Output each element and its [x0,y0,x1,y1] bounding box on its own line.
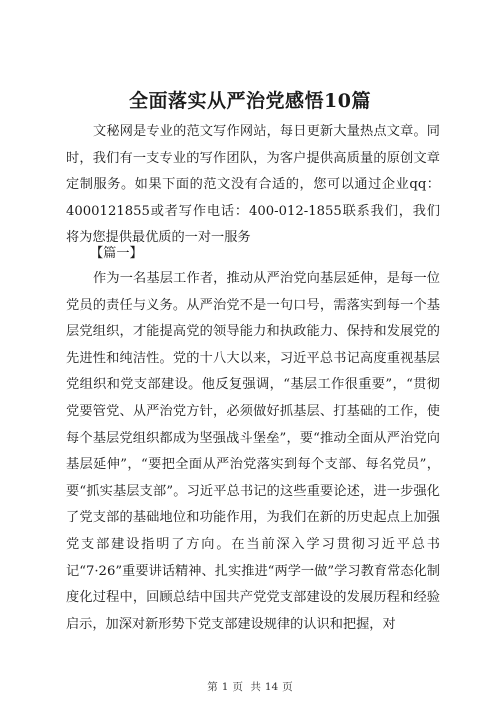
footer-page-prefix: 第 [207,681,218,693]
intro-paragraph: 文秘网是专业的范文写作网站，每日更新大量热点文章。同时，我们有一支专业的写作团队，为客户提供高质量的原创文章定制服务。如果下面的范文没有合适的，您可以通过企业qq：4000121855或者写作电话：400-012-1855联系我们，我们将为您提供最优质的一对一服务 [66,124,440,246]
footer-page-word: 页 [232,681,243,693]
footer-current-page: 1 [221,681,229,693]
page-title: 全面落实从严治党感悟10篇 [129,90,371,112]
section-label: 【篇一】 [90,246,143,261]
footer-total-prefix: 共 [250,681,261,693]
footer-total-suffix: 页 [282,681,293,693]
body-paragraph: 作为一名基层工作者，推动从严治党向基层延伸，是每一位党员的责任与义务。从严治党不是一句口号，需落实到每一个基层党组织，才能提高党的领导能力和执政能力、保持和发展党的先进性和纯洁性。党的十八大以来，习近平总书记高度重视基层党组织和党支部建设。他反复强调，“基层工作很重要”，“贯彻党要管党、从严治党方针，必须做好抓基层、打基础的工作，使每个基层党组织都成为坚强战斗堡垒”，要“推动全面从严治党向基层延伸”，“要把全面从严治党落实到每个支部、每名党员”，要“抓实基层支部”。习近平总书记的这些重要论述，进一步强化了党支部的基础地位和功能作用，为我们在新的历史起点上加强党支部建设指明了方向。在当前深入学习贯彻习近平总书记“7·26”重要讲话精神、扎实推进“两学一做”学习教育常态化制度化过程中，回顾总结中国共产党党支部建设的发展历程和经验启示，加深对新形势下党支部建设规律的认识和把握，对 [66,271,440,632]
page-footer [0,680,500,694]
footer-total-pages: 14 [264,681,279,693]
